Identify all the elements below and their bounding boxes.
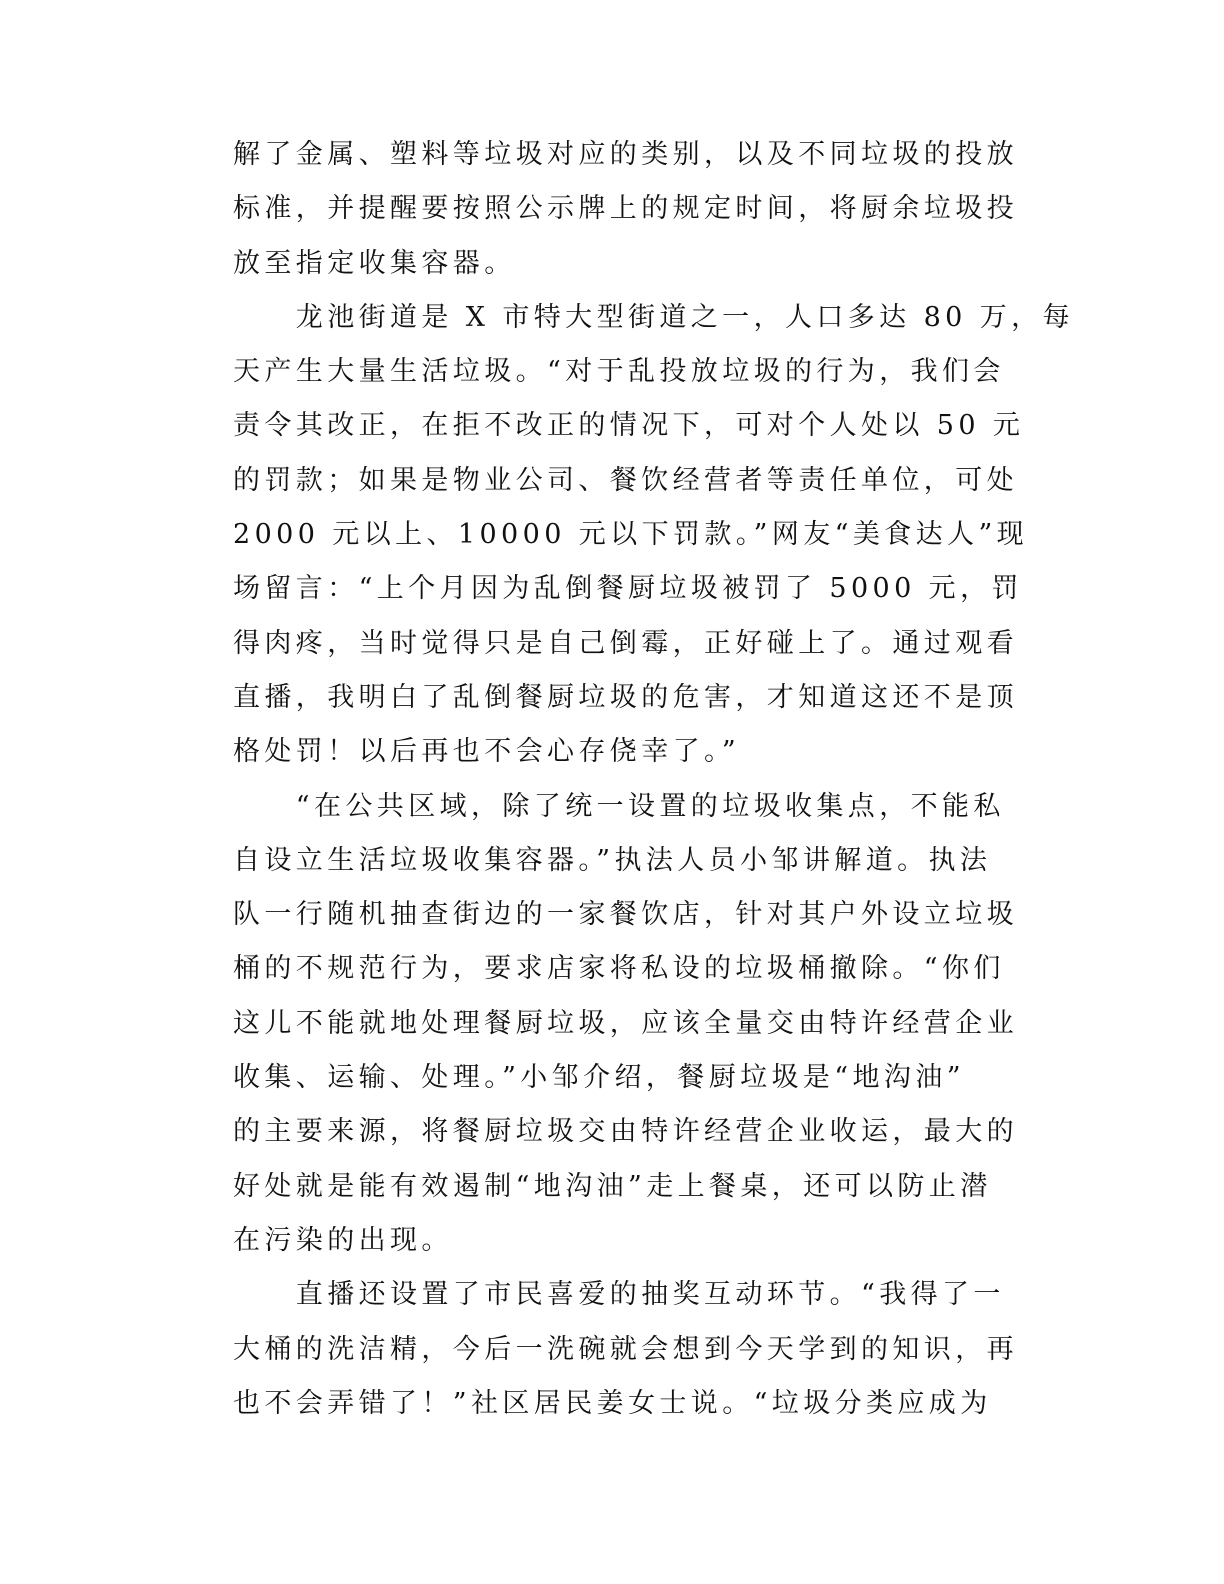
article-body xyxy=(233,128,1074,1431)
text-line: 责令其改正，在拒不改正的情况下，可对个人处以 50 元 xyxy=(233,410,1025,442)
text-line: 放至指定收集容器。 xyxy=(233,247,516,279)
text-line: 格处罚！以后再也不会心存侥幸了。” xyxy=(233,736,741,768)
text-line: 大桶的洗洁精，今后一洗碗就会想到今天学到的知识，再 xyxy=(233,1333,1018,1365)
text-line: 场留言：“上个月因为乱倒餐厨垃圾被罚了 5000 元，罚 xyxy=(233,573,1023,605)
text-line: 也不会弄错了！”社区居民姜女士说。“垃圾分类应成为 xyxy=(233,1387,992,1419)
text-line: 收集、运输、处理。”小邹介绍，餐厨垃圾是“地沟油” xyxy=(233,1062,965,1094)
text-line: 直播，我明白了乱倒餐厨垃圾的危害，才知道这还不是顶 xyxy=(233,681,1018,713)
text-line: “在公共区域，除了统一设置的垃圾收集点，不能私 xyxy=(233,790,1005,822)
text-line: 桶的不规范行为，要求店家将私设的垃圾桶撤除。“你们 xyxy=(233,953,1005,985)
text-line: 解了金属、塑料等垃圾对应的类别，以及不同垃圾的投放 xyxy=(233,139,1018,170)
text-line: 天产生大量生活垃圾。“对于乱投放垃圾的行为，我们会 xyxy=(233,356,1005,388)
text-line: 2000 元以上、10000 元以下罚款。”网友“美食达人”现 xyxy=(233,519,1029,551)
text-line: 队一行随机抽查街边的一家餐饮店，针对其户外设立垃圾 xyxy=(233,899,1018,931)
text-line: 标准，并提醒要按照公示牌上的规定时间，将厨余垃圾投 xyxy=(233,193,1018,225)
text-line: 龙池街道是 X 市特大型街道之一，人口多达 80 万，每 xyxy=(233,301,1074,333)
text-line: 得肉疼，当时觉得只是自己倒霉，正好碰上了。通过观看 xyxy=(233,627,1018,659)
text-line: 在污染的出现。 xyxy=(233,1224,453,1256)
text-line: 的主要来源，将餐厨垃圾交由特许经营企业收运，最大的 xyxy=(233,1116,1018,1148)
text-line: 直播还设置了市民喜爱的抽奖互动环节。“我得了一 xyxy=(233,1279,1005,1311)
text-line: 自设立生活垃圾收集容器。”执法人员小邹讲解道。执法 xyxy=(233,844,992,876)
text-line: 的罚款；如果是物业公司、餐饮经营者等责任单位，可处 xyxy=(233,464,1018,496)
text-line: 这儿不能就地处理餐厨垃圾，应该全量交由特许经营企业 xyxy=(233,1007,1018,1039)
text-line: 好处就是能有效遏制“地沟油”走上餐桌，还可以防止潜 xyxy=(233,1170,992,1202)
